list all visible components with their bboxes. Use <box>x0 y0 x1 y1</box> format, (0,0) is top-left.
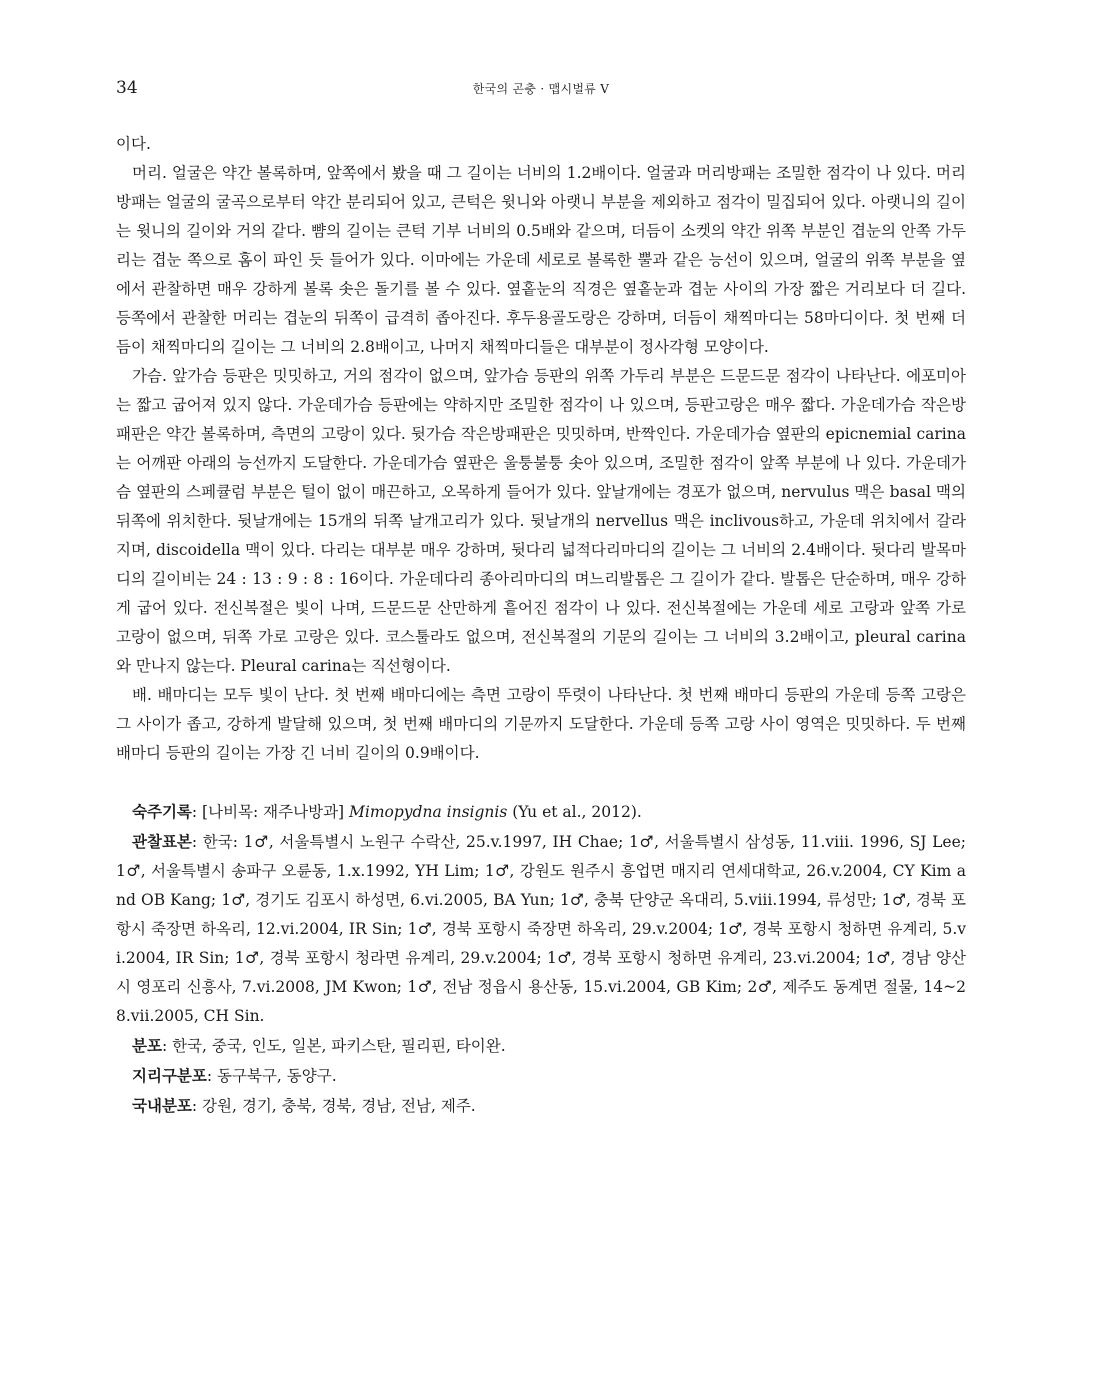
geo-label: 지리구분포 <box>132 1066 207 1085</box>
section-gap <box>116 768 966 797</box>
host-record-suffix: (Yu et al., 2012). <box>507 803 642 821</box>
geo-text: : 동구북구, 동양구. <box>206 1067 337 1085</box>
paragraph-abdomen: 배. 배마디는 모두 빛이 난다. 첫 번째 배마디에는 측면 고랑이 뚜렷이 나타난다. 첫 번째 배마디 등판의 가운데 등쪽 고랑은 그 사이가 좁고, 강하게 발달해 있으며, 첫 번째 배마디의 기문까지 도달한다. 가운데 등쪽 고랑 사이 영역은 밋밋하다. 두 번째 배마디 등판의 길이는 가장 긴 너비 길이의 0.9배이다. <box>116 686 966 762</box>
paragraph-thorax: 가슴. 앞가슴 등판은 밋밋하고, 거의 점각이 없으며, 앞가슴 등판의 위쪽 가두리 부분은 드문드문 점각이 나타난다. 에포미아는 짧고 굽어져 있지 않다. 가운데가슴 등판에는 약하지만 조밀한 점각이 나 있으며, 등판고랑은 매우 짧다. 가운데가슴 작은방패판은 약간 볼록하며, 측면의 고랑이 있다. 뒷가슴 작은방패판은 밋밋하며, 반짝인다. 가운데가슴 옆판의 epicnemial carina는 어깨판 아래의 능선까지 도달한다. 가운데가슴 옆판은 울퉁불퉁 솟아 있으며, 조밀한 점각이 앞쪽 부분에 나 있다. 가운데가슴 옆판의 스페큘럼 부분은 털이 없이 매끈하고, 오목하게 들어가 있다. 앞날개에는 경포가 없으며, nervulus 맥은 basal 맥의 뒤쪽에 위치한다. 뒷날개에는 15개의 뒤쪽 날개고리가 있다. 뒷날개의 nervellus 맥은 inclivous하고, 가운데 위치에서 갈라지며, discoidella 맥이 있다. 다리는 대부분 매우 강하며, 뒷다리 넓적다리마디의 길이는 그 너비의 2.4배이다. 뒷다리 발목마디의 길이비는 24 : 13 : 9 : 8 : 16이다. 가운데다리 종아리마디의 며느리발톱은 그 길이가 같다. 발톱은 단순하며, 매우 강하게 굽어 있다. 전신복절은 빛이 나며, 드문드문 산만하게 흩어진 점각이 나 있다. 전신복절에는 가운데 세로 고랑과 앞쪽 가로 고랑이 없으며, 뒤쪽 가로 고랑은 있다. 코스툴라도 없으며, 전신복절의 기문의 길이는 그 너비의 3.2배이고, pleural carina와 만나지 않는다. Pleural carina는 직선형이다. <box>116 367 966 675</box>
page-header <box>116 78 966 102</box>
host-record-prefix: : [나비목: 재주나방과] <box>191 803 350 821</box>
domestic-label: 국내분포 <box>132 1096 192 1115</box>
distribution-label: 분포 <box>132 1036 162 1055</box>
host-record <box>116 797 966 827</box>
distribution-text: : 한국, 중국, 인도, 일본, 파키스탄, 필리핀, 타이완. <box>161 1037 506 1055</box>
running-title: 한국의 곤충 · 맵시벌류 V <box>472 82 610 96</box>
domestic-distribution <box>116 1091 966 1121</box>
specimens-text: : 한국: 1♂, 서울특별시 노원구 수락산, 25.v.1997, IH Chae; 1♂, 서울특별시 삼성동, 11.viii. 1996, SJ Lee; 1♂, 서울특별시 송파구 오륜동, 1.x.1992, YH Lim; 1♂, 강원도 원주시 흥업면 매지리 연세대학교, 26.v.2004, CY Kim and OB Kang; 1♂, 경기도 김포시 하성면, 6.vi.2005, BA Yun; 1♂, 충북 단양군 옥대리, 5.viii.1994, 류성만; 1♂, 경북 포항시 죽장면 하옥리, 12.vi.2004, IR Sin; 1♂, 경북 포항시 죽장면 하옥리, 29.v.2004; 1♂, 경북 포항시 청하면 유계리, 5.vi.2004, IR Sin; 1♂, 경북 포항시 청라면 유계리, 29.v.2004; 1♂, 경북 포항시 청하면 유계리, 23.vi.2004; 1♂, 경남 양산시 영포리 신흥사, 7.vi.2008, JM Kwon; 1♂, 전남 정읍시 용산동, 15.vi.2004, GB Kim; 2♂, 제주도 동계면 절물, 14~28.vii.2005, CH Sin. <box>116 833 966 1025</box>
specimens-examined <box>116 827 966 1031</box>
paragraph-intro: 이다. <box>116 135 151 153</box>
host-record-label: 숙주기록 <box>132 802 192 821</box>
page-number: 34 <box>116 78 138 98</box>
geographic-distribution <box>116 1061 966 1091</box>
body-text <box>116 130 966 1121</box>
paragraph-head: 머리. 얼굴은 약간 볼록하며, 앞쪽에서 봤을 때 그 길이는 너비의 1.2배이다. 얼굴과 머리방패는 조밀한 점각이 나 있다. 머리방패는 얼굴의 굴곡으로부터 약간 분리되어 있고, 큰턱은 윗니와 아랫니 부분을 제외하고 점각이 밀집되어 있다. 아랫니의 길이는 윗니의 길이와 거의 같다. 뺨의 길이는 큰턱 기부 너비의 0.5배와 같으며, 더듬이 소켓의 약간 위쪽 부분인 겹눈의 안쪽 가두리는 겹눈 쪽으로 홈이 파인 듯 들어가 있다. 이마에는 가운데 세로로 볼록한 뿔과 같은 능선이 있으며, 얼굴의 위쪽 부분을 옆에서 관찰하면 매우 강하게 볼록 솟은 돌기를 볼 수 있다. 옆홑눈의 직경은 옆홑눈과 겹눈 사이의 가장 짧은 거리보다 더 길다. 등쪽에서 관찰한 머리는 겹눈의 뒤쪽이 급격히 좁아진다. 후두용골도랑은 강하며, 더듬이 채찍마디는 58마디이다. 첫 번째 더듬이 채찍마디의 길이는 그 너비의 2.8배이고, 나머지 채찍마디들은 대부분이 정사각형 모양이다. <box>116 164 966 356</box>
domestic-text: : 강원, 경기, 충북, 경북, 경남, 전남, 제주. <box>191 1097 476 1115</box>
distribution <box>116 1031 966 1061</box>
specimens-label: 관찰표본 <box>132 832 192 851</box>
host-species: Mimopydna insignis <box>349 803 508 821</box>
